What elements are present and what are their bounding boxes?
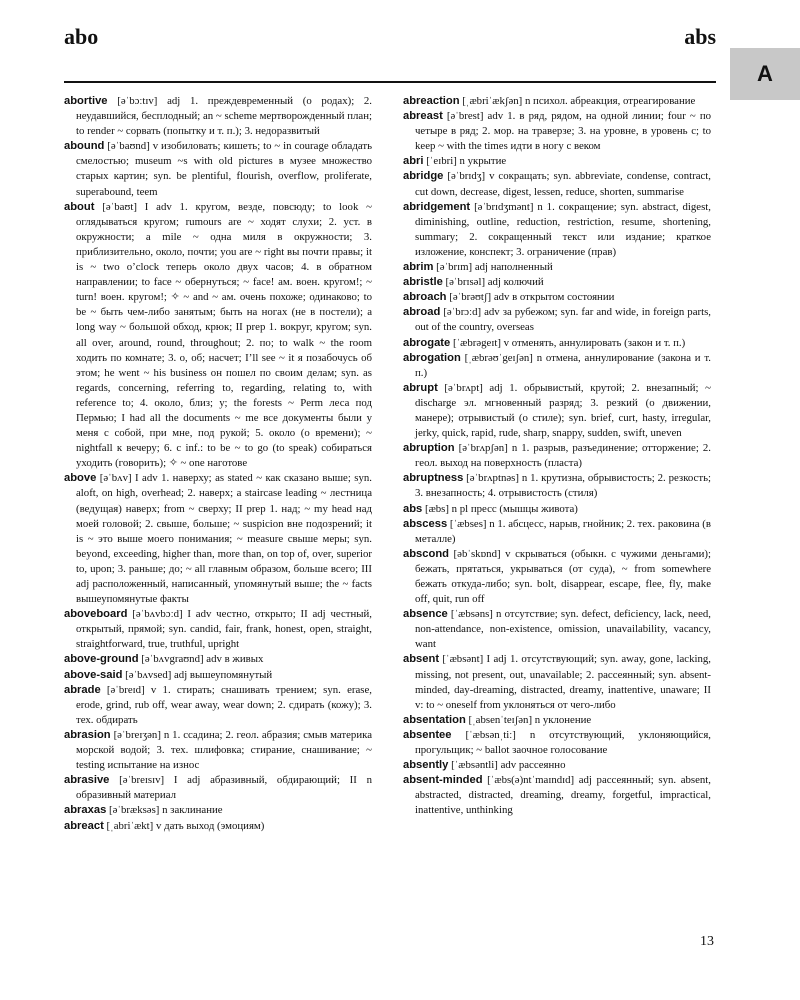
headword: abscond [403,547,450,560]
dictionary-entry [403,502,711,517]
headword: abreact [64,819,104,832]
entry-body: [ˈæbrəgeɪt] v отменять, аннулировать (закон и т. п.) [450,336,686,349]
headword: abridge [403,170,444,183]
left-column [64,94,372,834]
headword: abscess [403,517,448,530]
dictionary-entry [403,275,711,290]
dictionary-entry [403,169,711,199]
headword: absence [403,608,448,621]
headword: above-ground [64,653,139,666]
headword: abrade [64,683,101,696]
entry-body: [ˌabsenˈteɪʃən] n уклонение [465,713,592,726]
entry-body: [əˈbrʌptnəs] n 1. крутизна, обрывистость; 2. резкость; 3. внезапность; 4. отрывистость (стиля) [415,472,711,500]
dictionary-entry [403,773,711,818]
entry-body: [əˈbaʊt] I adv 1. кругом, везде, повсюду; to look ~ оглядываться кругом; rumours are ~ ходят слухи; 2. уст. в окружности; a mile ~ одна миля в окружности; 3. приблизительно, около, почти; you are ~ right вы почти правы; it is ~ two o’clock теперь около двух часов; 4. в обратном направлении; to face ~ обернуться; ~ face! ам. воен. кругом!; ~ turn! воен. кругом!; ✧ ~ and ~ ам. очень похоже; одинаково; to be ~ быть чем-либо занятым; быть на ногах (не в постели); a long way ~ большой обход, крюк; II prep 1. вокруг, кругом; syn. all over, around, round, throughout; 2. по; to walk ~ the room ходить по комнате; 3. о, об; насчет; I’ll see ~ it я позабочусь об этом; he went ~ his business он пошел по своим делам; syn. as regards, concerning, referring to, regarding, relating to, with reference to; 4. около, близ; у; the forests ~ Perm леса под Пермью; I had all the documents ~ me все документы были у меня с собой, при мне, под рукой; 5. около (о времени); ~ nightfall к вечеру; 6. с inf.: to be ~ to go (to speak) собираться уходить (говорить); ✧ ~ one наготове [76,200,372,470]
entry-body: [ˈæbsəntli] adv рассеянно [448,759,566,772]
entry-body: [ˈæbsəns] n отсутствие; syn. defect, deficiency, lack, need, non-attendance, non-existence, omission, unavailability, vacancy, want [415,608,711,651]
entry-body: [əˈbrɪdʒmənt] n 1. сокращение; syn. abstract, digest, diminishing, outline, reduction, restriction, resume, shortening, summary; 2. сокращенный текст или издание; краткое изложение, конспект; 3. ограничение (прав) [415,200,711,258]
entry-body: [əˈbaʊnd] v изобиловать; кишеть; to ~ in courage обладать смелостью; museum ~s with old pictures в музее множество старых картин; syn. be plentiful, flourish, overflow, proliferate, superabound, teem [76,140,372,198]
entry-body: [əˈbræksəs] n заклинание [106,804,223,817]
entry-body: [əˈbɔːtɪv] adj 1. преждевременный (о родах); 2. неудавшийся, бесплодный; an ~ scheme мертворожденный план; to render ~ сорвать (попытку и т. п.); 3. недоразвитый [76,95,372,138]
entry-body: [ˌæbrəʊˈgeɪʃən] n отмена, аннулирование (закона и т. п.) [415,351,711,379]
headword: about [64,200,95,213]
page-number: 13 [700,934,714,949]
dictionary-entry [64,773,372,803]
dictionary-entry [403,441,711,471]
entry-body: [əˈbrɪsəl] adj колючий [442,276,544,289]
headword: abroach [403,291,447,304]
dictionary-entry [403,758,711,773]
entry-body: [əˈbʌvbɔːd] I adv честно, открыто; II adj честный, открытый, прямой; syn. candid, fair, frank, honest, open, straight, straightforward, true, truthful, upright [76,608,372,651]
entry-body: [əbˈskɒnd] v скрываться (обыкн. с чужими деньгами); бежать, прятаться, укрываться (от суда), ~ from somewhere бежать откуда-либо; syn. bolt, disappear, escape, flee, fly, make off, quit, run off [415,547,711,606]
dictionary-entry [64,139,372,199]
dictionary-entry [64,652,372,667]
dictionary-entry [64,200,372,472]
dictionary-entry [403,94,711,109]
entry-body: [ˈeɪbri] n укрытие [423,155,507,168]
entry-body: [ˈæbses] n 1. абсцесс, нарыв, гнойник; 2. тех. раковина (в металле) [415,517,711,545]
dictionary-entry [64,683,372,728]
entry-body: [ˈæbsənt] I adj 1. отсутствующий; syn. away, gone, lacking, missing, not present, out, unavailable; 2. рассеянный; syn. absent-minded, day-dreaming, distracted, dreamy, inattentive, unaware; II v: to ~ oneself from уклоняться от чего-либо [415,653,711,711]
headword: absently [403,759,449,772]
headword: abridgement [403,200,471,213]
entry-body: [əˈbʌvgraʊnd] adv в живых [138,653,264,666]
headword: abortive [64,95,108,107]
dictionary-entry [403,471,711,501]
headword: absent [403,653,440,666]
headword: abraxas [64,804,107,817]
dictionary-entry [64,668,372,683]
headword: abound [64,140,105,153]
headword: absentation [403,713,466,726]
dictionary-entry [403,336,711,351]
dictionary-entry [403,260,711,275]
entry-body: [əˈbʌv] I adv 1. наверху; as stated ~ как сказано выше; syn. aloft, on high, overhead; 2. наверх; a staircase leading ~ лестница (ведущая) наверх; from ~ сверху; II prep 1. над; ~ my head над моей головой; 2. свыше, больше; ~ suspicion вне подозрений; it is ~ это выше моего понимания; ~ measure свыше меры; syn. beyond, exceeding, higher than, more than, on top of, over, superior to, upon; 3. раньше; до; ~ all главным образом, больше всего; III adj расположенный, написанный, упомянутый выше; the ~ facts вышеупомянутые факты [76,472,372,606]
headword: abruptness [403,472,464,485]
entry-body: [ˌabriˈækt] v дать выход (эмоциям) [103,819,265,832]
entry-body: [ˈæbsənˌtiː] n отсутствующий, уклоняющийся, прогульщик; ~ ballot заочное голосование [415,728,711,757]
dictionary-entry [403,154,711,169]
entry-body: [ˌæbriˈækʃən] n психол. абреакция, отреагирование [459,95,696,107]
header-rule [64,81,716,83]
headword: absentee [403,728,452,741]
entry-body: [əˈbreɪʒən] n 1. ссадина; 2. геол. абразия; смыв материка морской водой; 3. тех. шлифовка; стирание, снашивание; ~ testing испытание на износ [76,728,372,772]
headword: abreast [403,110,443,123]
entry-body: [əˈbrɪm] adj наполненный [433,261,553,274]
entry-body: [ˈæbs(ə)ntˈmaɪndɪd] adj рассеянный; syn. absent, abstracted, distracted, dreaming, dreamy, forgetful, impractical, inattentive, unthinking [415,774,711,817]
headword: abroad [403,306,441,319]
entry-body: [əˈbrəʊtʃ] adv в открытом состоянии [446,291,615,304]
dictionary-entry [403,290,711,305]
headword: abri [403,155,424,168]
dictionary-entry [403,200,711,260]
dictionary-entry [403,728,711,758]
dictionary-entry [403,109,711,154]
dictionary-entry [403,607,711,652]
entry-body: [əˈbreɪsɪv] I adj абразивный, обдирающий; II n образивный материал [76,774,372,802]
headword: abruption [403,442,455,455]
dictionary-entry [64,607,372,652]
headword: absent-minded [403,774,483,787]
dictionary-entry [64,471,372,607]
headword: abrupt [403,381,438,394]
headword: above-said [64,668,123,681]
dictionary-entry [64,803,372,818]
headword: above [64,472,97,485]
dictionary-entry [64,728,372,773]
dictionary-entry [403,713,711,728]
headword: aboveboard [64,608,128,621]
headword: abrogate [403,336,451,349]
dictionary-entry [403,351,711,381]
dictionary-entry [403,381,711,441]
headword: abristle [403,276,443,289]
letter-tab: A [730,48,800,100]
headword: abreaction [403,95,460,107]
guide-word-right: abs [684,24,716,49]
dictionary-entry [64,94,372,139]
headword: abs [403,502,423,515]
entry-body: [əˈbrʌpt] adj 1. обрывистый, крутой; 2. внезапный; ~ discharge эл. мгновенный разряд; 3. резкий (о движении, манере); отрывистый (о стиле); syn. brief, curt, hasty, irregular, jerky, quick, rapid, rude, sharp, snappy, sudden, swift, uneven [415,381,711,440]
entry-body: [əˈbrɔːd] adv за рубежом; syn. far and wide, in foreign parts, out of the country, overseas [415,306,711,334]
dictionary-entry [403,517,711,547]
headword: abrasion [64,728,111,741]
entry-body: [æbs] n pl пресс (мышцы живота) [422,502,578,515]
right-column [403,94,711,819]
entry-body: [əˈbrɪdʒ] v сокращать; syn. abbreviate, condense, contract, cut down, decrease, digest, lessen, reduce, shorten, summarise [415,170,711,198]
guide-word-left: abo [64,24,99,49]
entry-body: [əˈbrest] adv 1. в ряд, рядом, на одной линии; four ~ по четыре в ряд; 2. мор. на траверзе; 3. на уровне, в уровень с; to keep ~ with the times идти в ногу с веком [415,110,711,153]
entry-body: [əˈbrʌpʃən] n 1. разрыв, разъединение; отторжение; 2. геол. выход на поверхность (пласта) [415,442,711,470]
entry-body: [əˈbʌvsed] adj вышеупомянутый [122,668,273,681]
headword: abrasive [64,774,110,787]
headword: abrogation [403,351,461,364]
dictionary-entry [403,547,711,607]
dictionary-entry [403,652,711,712]
entry-body: [əˈbreɪd] v 1. стирать; снашивать трением; syn. erase, erode, grind, rub off, wear away, wear down; 2. сдирать (кожу); 3. тех. обдирать [76,683,372,726]
dictionary-entry [64,819,372,834]
dictionary-entry [403,305,711,335]
headword: abrim [403,261,434,274]
